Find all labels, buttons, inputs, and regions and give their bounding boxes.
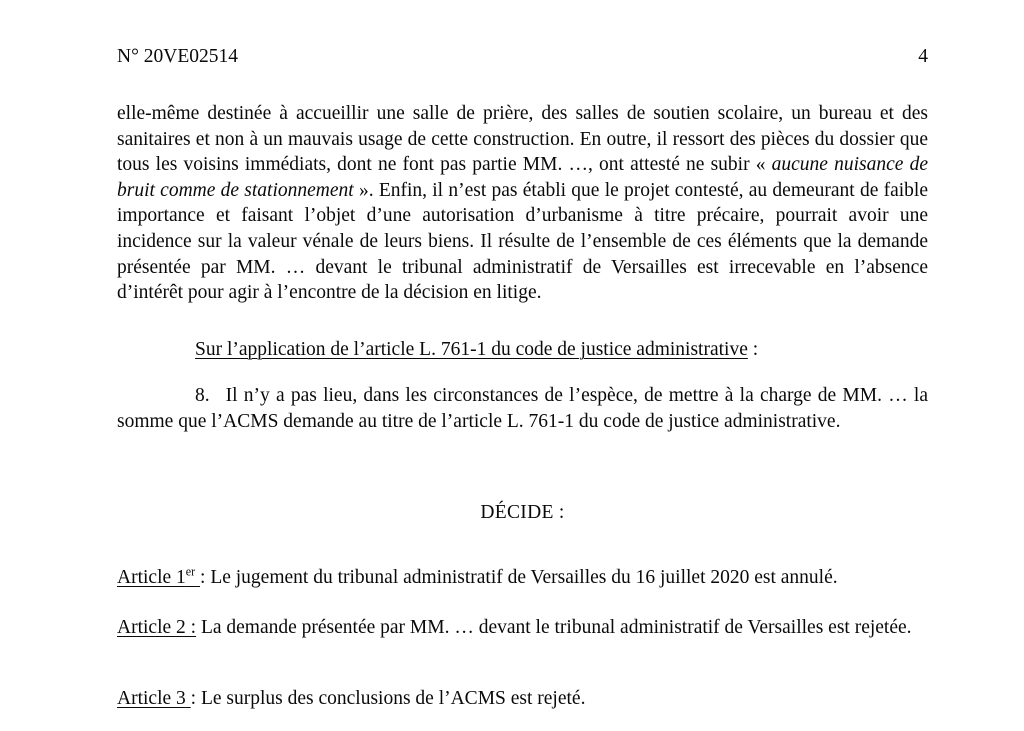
point-8-block [117, 383, 928, 434]
article-2-label-main: Article 2 : [117, 617, 197, 638]
page-number: 4 [918, 46, 928, 67]
case-number: N° 20VE02514 [117, 46, 238, 67]
article-3-separator: : [190, 688, 201, 709]
article-1 [117, 565, 928, 591]
article-3-label-main: Article 3 [117, 688, 186, 709]
section-heading [117, 337, 928, 363]
point-8-paragraph [117, 383, 928, 434]
article-3 [117, 686, 928, 712]
section-heading-label: Sur l’application de l’article L. 761-1 du code de justice administrative [195, 339, 748, 360]
paragraph-text-before-quote: elle-même destinée à accueillir une salle de prière, des salles de soutien scolaire, un bureau et des sanitaires et non à un mauvais usage de cette construction. En outre, il ressort des pièces du dossier que tous les voisins immédiats, dont ne font pas partie MM. …, ont attesté ne subir [117, 103, 928, 176]
article-1-text: Le jugement du tribunal administratif de Versailles du 16 juillet 2020 est annulé. [210, 567, 838, 588]
article-3-text: Le surplus des conclusions de l’ACMS est rejeté. [200, 688, 586, 709]
paragraph-text-after-quote: . Enfin, il n’est pas établi que le projet contesté, au demeurant de faible importance et faisant l’objet d’une autorisation d’urbanisme à titre précaire, pourrait avoir une incidence sur la valeur vénale de leurs biens. Il résulte de l’ensemble de ces éléments que la demande présentée par MM. … devant le tribunal administratif de Versailles est irrecevable en l’absence d’intérêt pour agir à l’encontre de la décision en litige. [117, 179, 928, 304]
continued-paragraph [117, 101, 928, 306]
quoted-italic-phrase: aucune nuisance de bruit comme de stationnement [117, 154, 928, 201]
article-2-text: La demande présentée par MM. … devant le tribunal administratif de Versailles est rejetée. [200, 617, 912, 638]
article-1-label [117, 564, 200, 588]
continued-paragraph-block [117, 101, 928, 306]
point-8-text: Il n’y a pas lieu, dans les circonstances de l’espèce, de mettre à la charge de MM. … la somme que l’ACMS demande au titre de l’article L. 761-1 du code de justice administrative. [117, 385, 928, 432]
close-guillemet: » [353, 179, 369, 201]
open-guillemet: « [755, 154, 772, 176]
article-1-label-main: Article 1 [117, 567, 186, 588]
article-3-label [117, 688, 191, 709]
decide-heading-text: DÉCIDE : [480, 502, 565, 523]
article-1-label-superscript: er [185, 564, 196, 579]
article-2 [117, 615, 928, 641]
running-head [117, 45, 928, 68]
article-2-label [117, 617, 196, 638]
point-8-number: 8. [195, 385, 210, 406]
section-heading-colon: : [747, 339, 759, 360]
article-1-separator: : [200, 567, 211, 588]
decide-heading [117, 500, 928, 526]
